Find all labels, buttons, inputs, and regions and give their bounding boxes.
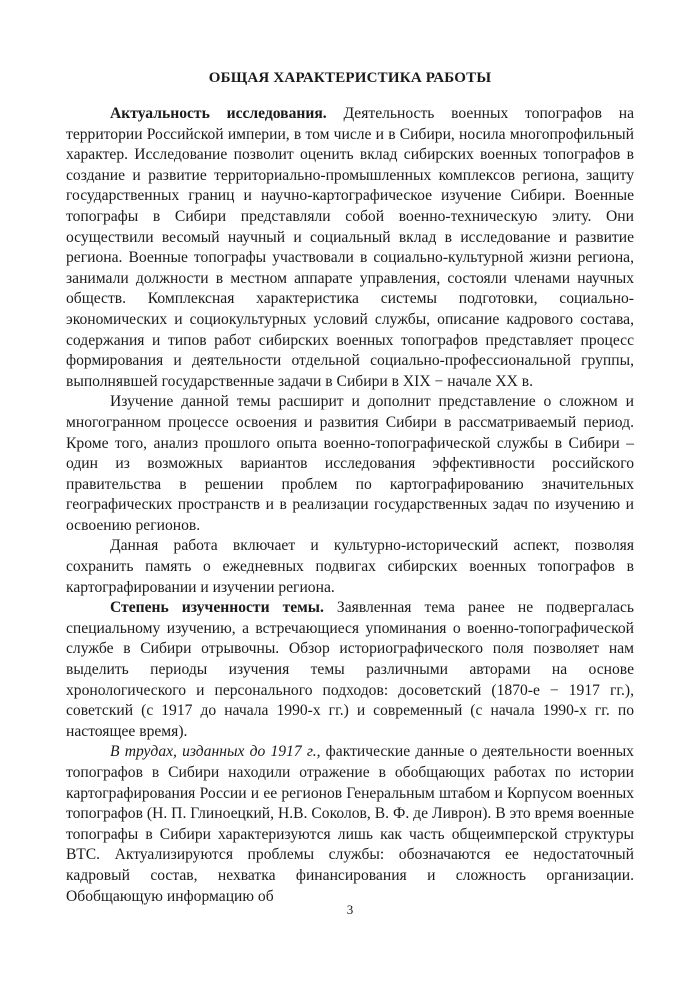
document-body [66, 104, 634, 907]
paragraph-cultural-aspect [66, 536, 634, 598]
paragraph-text: Данная работа включает и культурно-исторический аспект, позволяя сохранить память о ежедневных подвигах сибирских военных топографов в картографировании и изучении региона. [66, 537, 634, 596]
paragraph-text: фактические данные о деятельности военных топографов в Сибири находили отражение в обобщающих работах по истории картографирования России и ее регионов Генеральным штабом и Корпусом военных топографов (Н. П. Глиноецкий, Н.В. Соколов, В. Ф. де Ливрон). В это время военные топографы в Сибири характеризуются лишь как часть общеимперской структуры ВТС. Актуализируются проблемы службы: обозначаются ее недостаточный кадровый состав, нехватка финансирования и сложность организации. Обобщающую информацию об [66, 743, 634, 905]
page-number: 3 [346, 902, 354, 917]
paragraph-italic-lead: В трудах, изданных до 1917 г., [110, 743, 321, 761]
paragraph-lead: Актуальность исследования. [110, 105, 327, 122]
paragraph-text: Заявленная тема ранее не подвергалась специальному изучению, а встречающиеся упоминания о военно-топографической службе в Сибири отрывочны. Обзор историографического поля позволяет нам выделить периоды изучения темы различными авторами на основе хронологического и персонального подходов: досоветский (1870-е − 1917 гг.), советский (с 1917 до начала 1990-х гг.) и современный (с начала 1990-х гг. по настоящее время). [66, 599, 634, 740]
paragraph-degree-of-study [66, 598, 634, 742]
paragraph-text: Изучение данной темы расширит и дополнит представление о сложном и многогранном процессе освоения и развития Сибири в рассматриваемый период. Кроме того, анализ прошлого опыта военно-топографической службы в Сибири – один из возможных вариантов исследования эффективности российского правительства в решении проблем по картографированию значительных географических пространств и в реализации государственных задач по изучению и освоению регионов. [66, 393, 634, 534]
paragraph-lead: Степень изученности темы. [110, 599, 324, 617]
document-title: ОБЩАЯ ХАРАКТЕРИСТИКА РАБОТЫ [208, 70, 492, 86]
paragraph-relevance [66, 104, 634, 392]
paragraph-text: Деятельность военных топографов на территории Российской империи, в том числе и в Сибири, носила многопрофильный характер. Исследование позволит оценить вклад сибирских военных топографов в создание и развитие территориально-промышленных комплексов региона, защиту государственных границ и научно-картографическое изучение Сибири. Военные топографы в Сибири представляли собой военно-техническую элиту. Они осуществили весомый научный и социальный вклад в исследование и развитие региона. Военные топографы участвовали в социально-культурной жизни региона, занимали должности в местном аппарате управления, состояли членами научных обществ. Комплексная характеристика системы подготовки, социально-экономических и социокультурных условий службы, описание кадрового состава, содержания и типов работ сибирских военных топографов представляет процесс формирования и деятельности отдельной социально-профессиональной группы, выполнявшей государственные задачи в Сибири в XIX − начале XX в. [66, 105, 634, 390]
paragraph-importance [66, 392, 634, 536]
paragraph-pre-1917-works [66, 742, 634, 907]
